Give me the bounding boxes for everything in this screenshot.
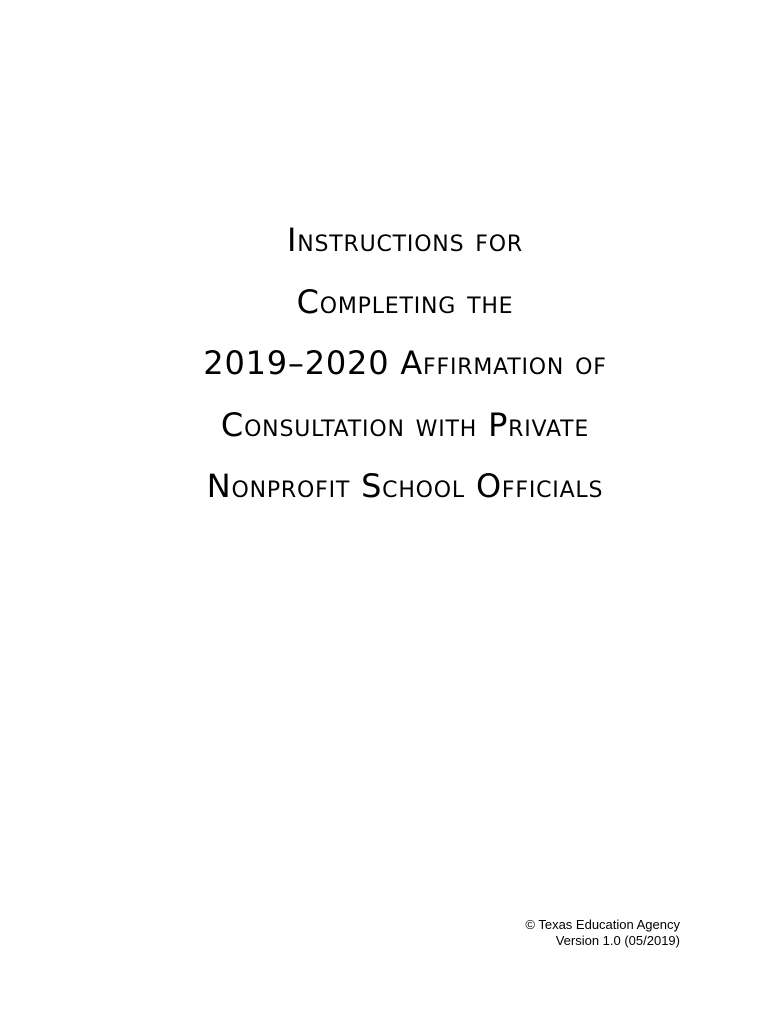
title-line-3: 2019–2020 Affirmation of [203,344,607,382]
title-line-2: Completing the [296,282,514,321]
title-line-4: Consultation with Private [220,405,590,444]
document-footer [525,917,680,949]
document-title [135,222,675,504]
copyright-notice: © Texas Education Agency [525,917,680,932]
version-label: Version 1.0 (05/2019) [555,933,680,948]
title-line-1: Instructions for [287,221,523,259]
title-line-5: Nonprofit School Officials [206,467,604,505]
